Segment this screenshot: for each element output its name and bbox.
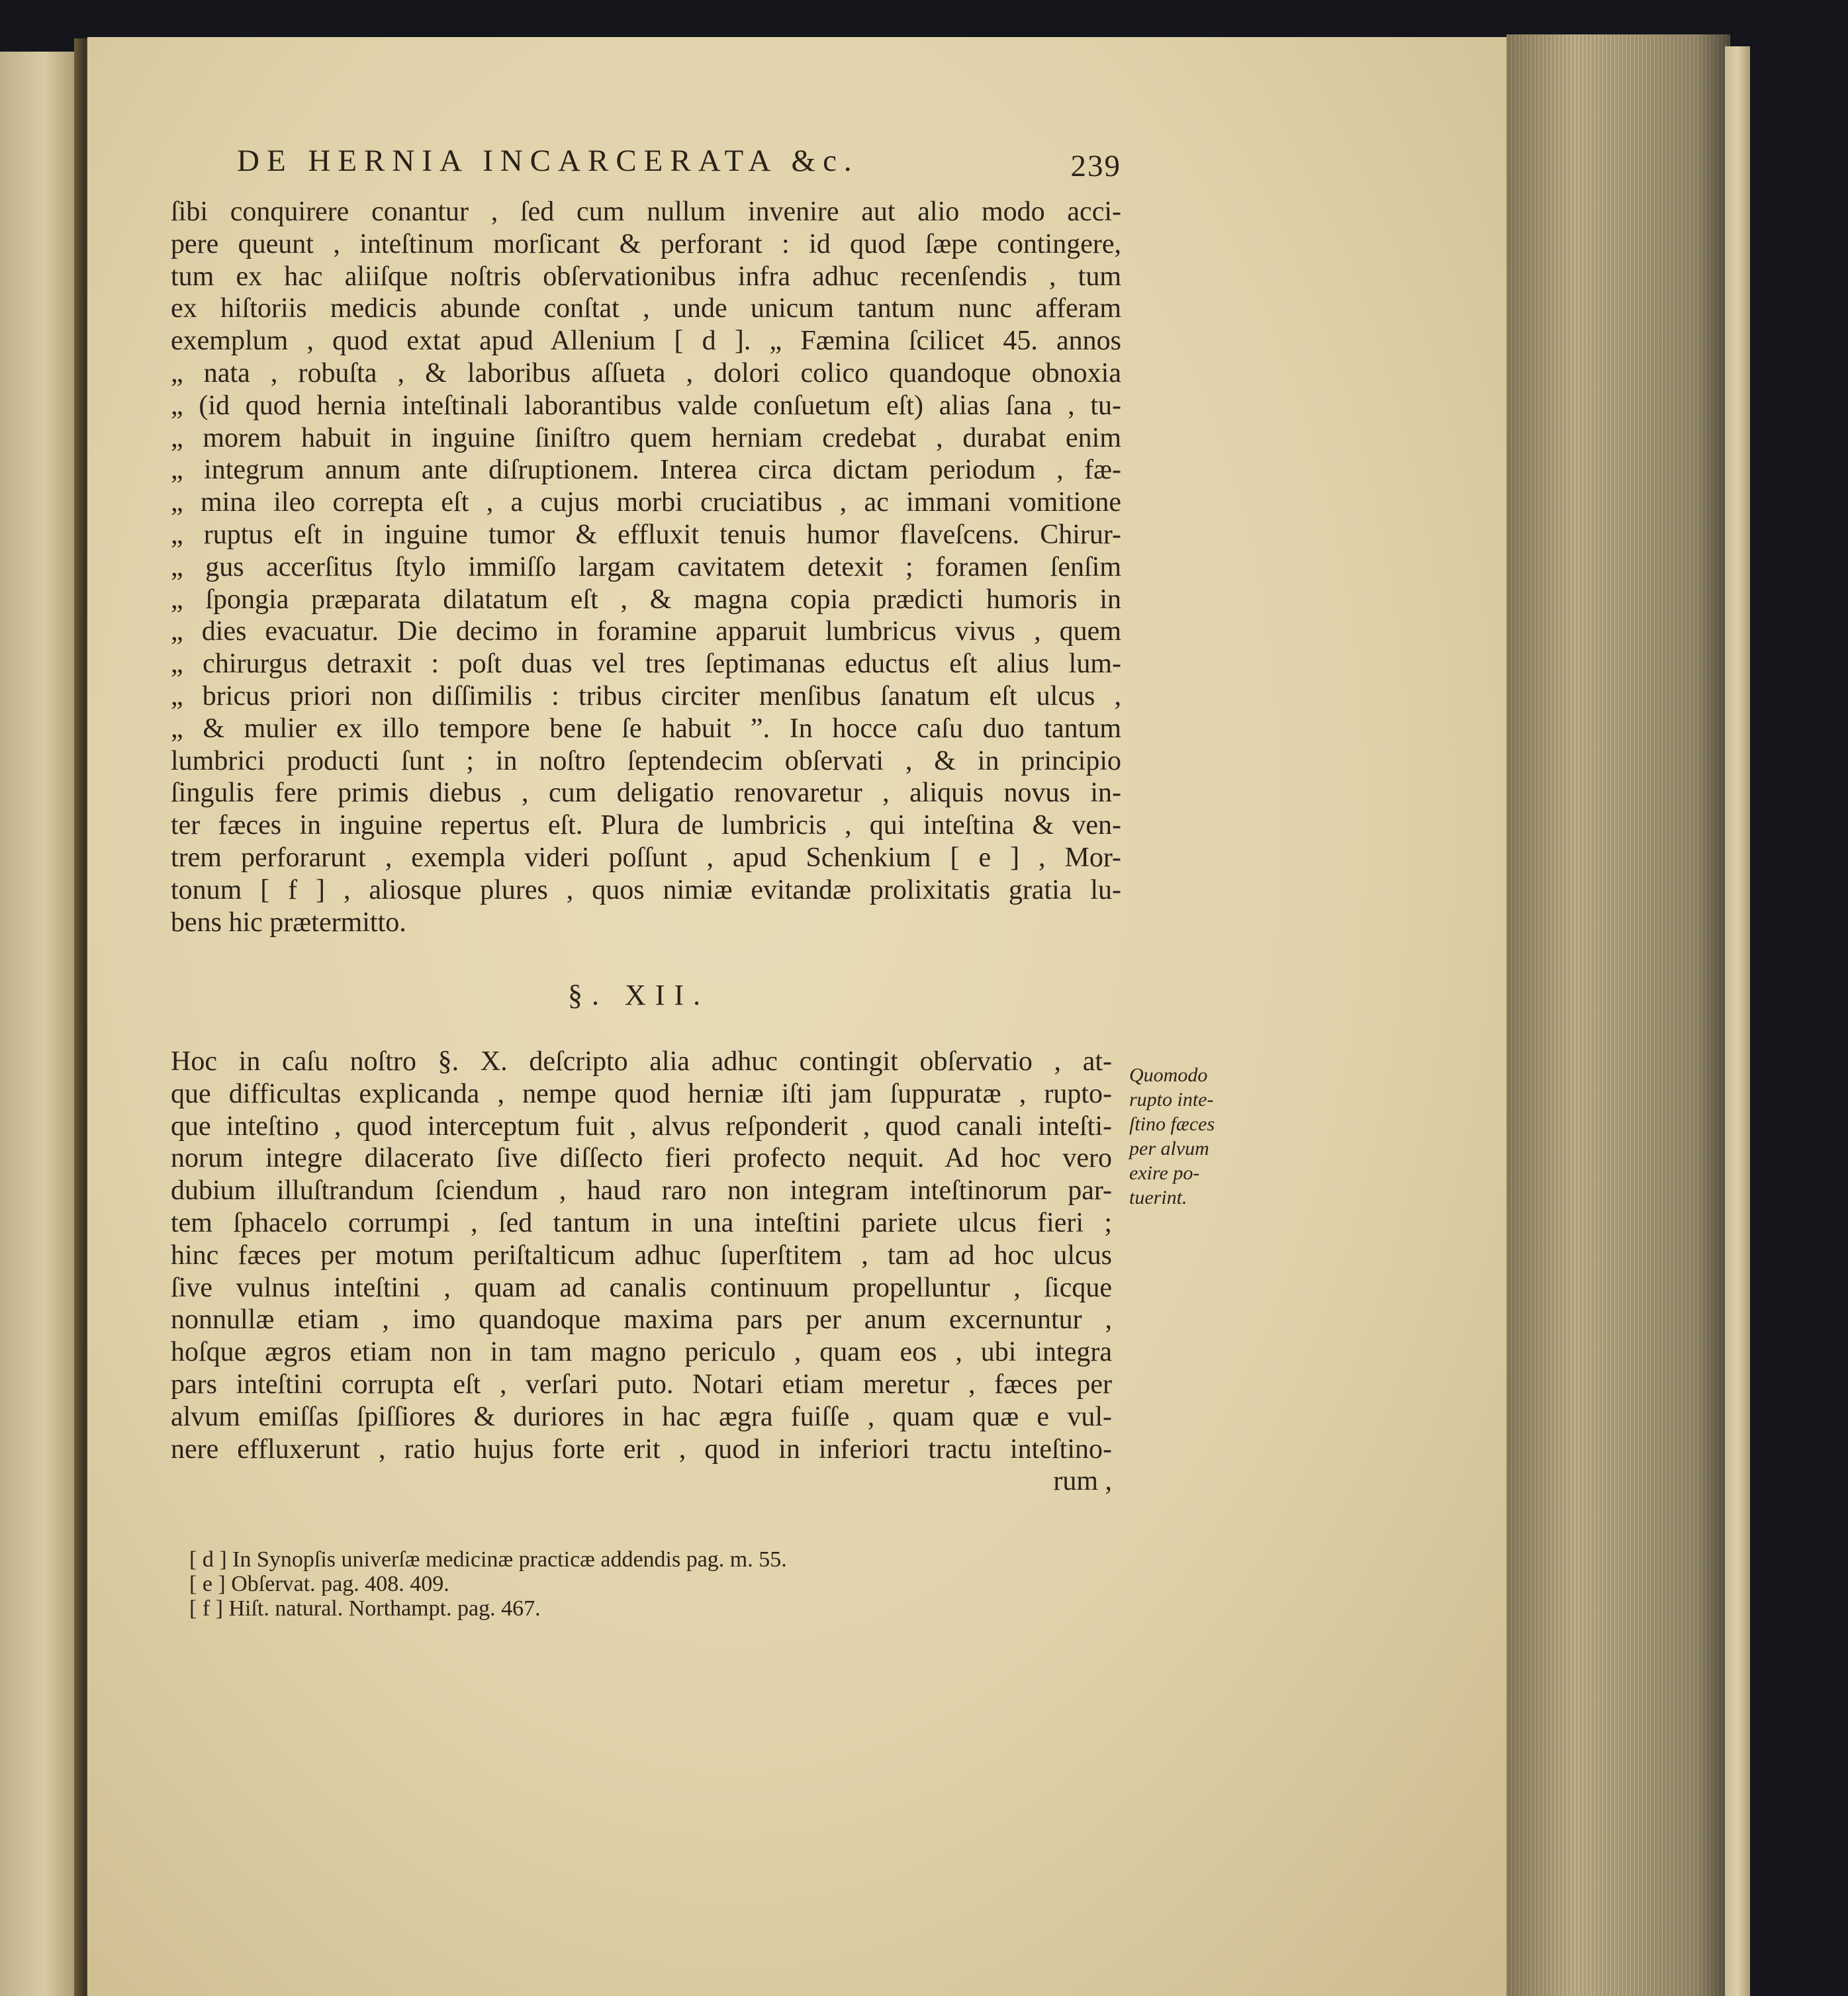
text-line: dubium illuſtrandum ſciendum , haud raro non integram inteſtinorum par- (171, 1175, 1112, 1206)
book-cover-edge (1725, 46, 1750, 1996)
catchword: rum , (1053, 1466, 1112, 1497)
text-line: „ bricus priori non diſſimilis : tribus circiter menſibus ſanatum eſt ulcus , (171, 680, 1121, 711)
text-line: „ mina ileo correpta eſt , a cujus morbi cruciatibus , ac immani vomitione (171, 487, 1121, 518)
text-line: norum integre dilacerato ſive diſſecto fieri profecto nequit. Ad hoc vero (171, 1143, 1112, 1174)
margin-note-line: Quomodo (1129, 1064, 1208, 1086)
text-line: pere queunt , inteſtinum morſicant & perforant : id quod ſæpe contingere, (171, 228, 1121, 259)
margin-note-line: per alvum (1129, 1138, 1209, 1159)
text-line: nere effluxerunt , ratio hujus forte erit , quod in inferiori tractu inteſtino- (171, 1433, 1112, 1465)
text-line: „ morem habuit in inguine ſiniſtro quem herniam credebat , durabat enim (171, 422, 1121, 453)
text-line: „ chirurgus detraxit : poſt duas vel tres ſeptimanas eductus eſt alius lum- (171, 649, 1121, 680)
running-title: DE HERNIA INCARCERATA &c. (237, 144, 859, 178)
previous-page-edge (0, 52, 81, 1996)
text-line: Hoc in caſu noſtro §. X. deſcripto alia adhuc contingit obſervatio , at- (171, 1046, 1112, 1077)
margin-note-line: tuerint. (1129, 1187, 1187, 1208)
margin-note-line: rupto inte- (1129, 1089, 1214, 1111)
footnote: [ f ] Hiſt. natural. Northampt. pag. 467. (189, 1596, 541, 1621)
text-line: tum ex hac aliiſque noſtris obſervationibus infra adhuc recenſendis , tum (171, 261, 1121, 292)
footnotes (189, 1547, 984, 1621)
text-line: hinc fæces per motum periſtalticum adhuc ſuperſtitem , tam ad hoc ulcus (171, 1240, 1112, 1271)
text-line: nonnullæ etiam , imo quandoque maxima pars per anum excernuntur , (171, 1304, 1112, 1336)
text-line: „ gus accerſitus ſtylo immiſſo largam cavitatem detexit ; foramen ſenſim (171, 551, 1121, 582)
text-line: exemplum , quod extat apud Allenium [ d ]. „ Fæmina ſcilicet 45. annos (171, 326, 1121, 357)
text-line: pars inteſtini corrupta eſt , verſari puto. Notari etiam meretur , fæces per (171, 1369, 1112, 1400)
text-line: ter fæces in inguine repertus eſt. Plura de lumbricis , qui inteſtina & ven- (171, 810, 1121, 841)
text-line: que inteſtino , quod interceptum fuit , alvus reſponderit , quod canali inteſti- (171, 1111, 1112, 1142)
page-number: 239 (1070, 149, 1121, 183)
section-heading: §. XII. (568, 979, 710, 1011)
text-line: tem ſphacelo corrumpi , ſed tantum in una inteſtini pariete ulcus fieri ; (171, 1207, 1112, 1238)
margin-note (1129, 1063, 1228, 1210)
footnote: [ d ] In Synopſis univerſæ medicinæ practicæ addendis pag. m. 55. (189, 1547, 787, 1572)
text-line: „ (id quod hernia inteſtinali laborantibus valde conſuetum eſt) alias ſana , tu- (171, 390, 1121, 421)
text-line: „ ſpongia præparata dilatatum eſt , & magna copia prædicti humoris in (171, 584, 1121, 615)
text-line: alvum emiſſas ſpiſſiores & duriores in hac ægra fuiſſe , quam quæ e vul- (171, 1401, 1112, 1432)
text-line: hoſque ægros etiam non in tam magno periculo , quam eos , ubi integra (171, 1337, 1112, 1368)
text-line: bens hic prætermitto. (171, 907, 406, 938)
running-header (237, 136, 1121, 192)
margin-note-line: ſtino fæces (1129, 1113, 1215, 1135)
paragraph-1 (171, 196, 1121, 938)
text-line: „ & mulier ex illo tempore bene ſe habuit ”. In hocce caſu duo tantum (171, 713, 1121, 744)
text-line: ſive vulnus inteſtini , quam ad canalis continuum propelluntur , ſicque (171, 1272, 1112, 1303)
footnote: [ e ] Obſervat. pag. 408. 409. (189, 1572, 449, 1596)
text-line: „ dies evacuatur. Die decimo in foramine apparuit lumbricus vivus , quem (171, 616, 1121, 647)
text-line: tonum [ f ] , aliosque plures , quos nimiæ evitandæ prolixitatis gratia lu- (171, 874, 1121, 905)
margin-note-line: exire po- (1129, 1162, 1200, 1184)
text-line: „ nata , robuſta , & laboribus aſſueta , dolori colico quandoque obnoxia (171, 357, 1121, 388)
page-block-edge (1506, 34, 1730, 1996)
paragraph-2 (171, 1046, 1112, 1498)
text-line: ſibi conquirere conantur , ſed cum nullum invenire aut alio modo acci- (171, 197, 1121, 227)
text-line: lumbrici producti ſunt ; in noſtro ſeptendecim obſervati , & in principio (171, 745, 1121, 776)
text-line: „ integrum annum ante diſruptionem. Interea circa dictam periodum , fæ- (171, 455, 1121, 486)
text-line: trem perforarunt , exempla videri poſſunt , apud Schenkium [ e ] , Mor- (171, 842, 1121, 873)
text-line: „ ruptus eſt in inguine tumor & effluxit tenuis humor flaveſcens. Chirur- (171, 519, 1121, 550)
text-line: ſingulis fere primis diebus , cum deligatio renovaretur , aliquis novus in- (171, 778, 1121, 809)
text-line: ex hiſtoriis medicis abunde conſtat , unde unicum tantum nunc afferam (171, 293, 1121, 324)
text-line: que difficultas explicanda , nempe quod herniæ iſti jam ſuppuratæ , rupto- (171, 1078, 1112, 1109)
